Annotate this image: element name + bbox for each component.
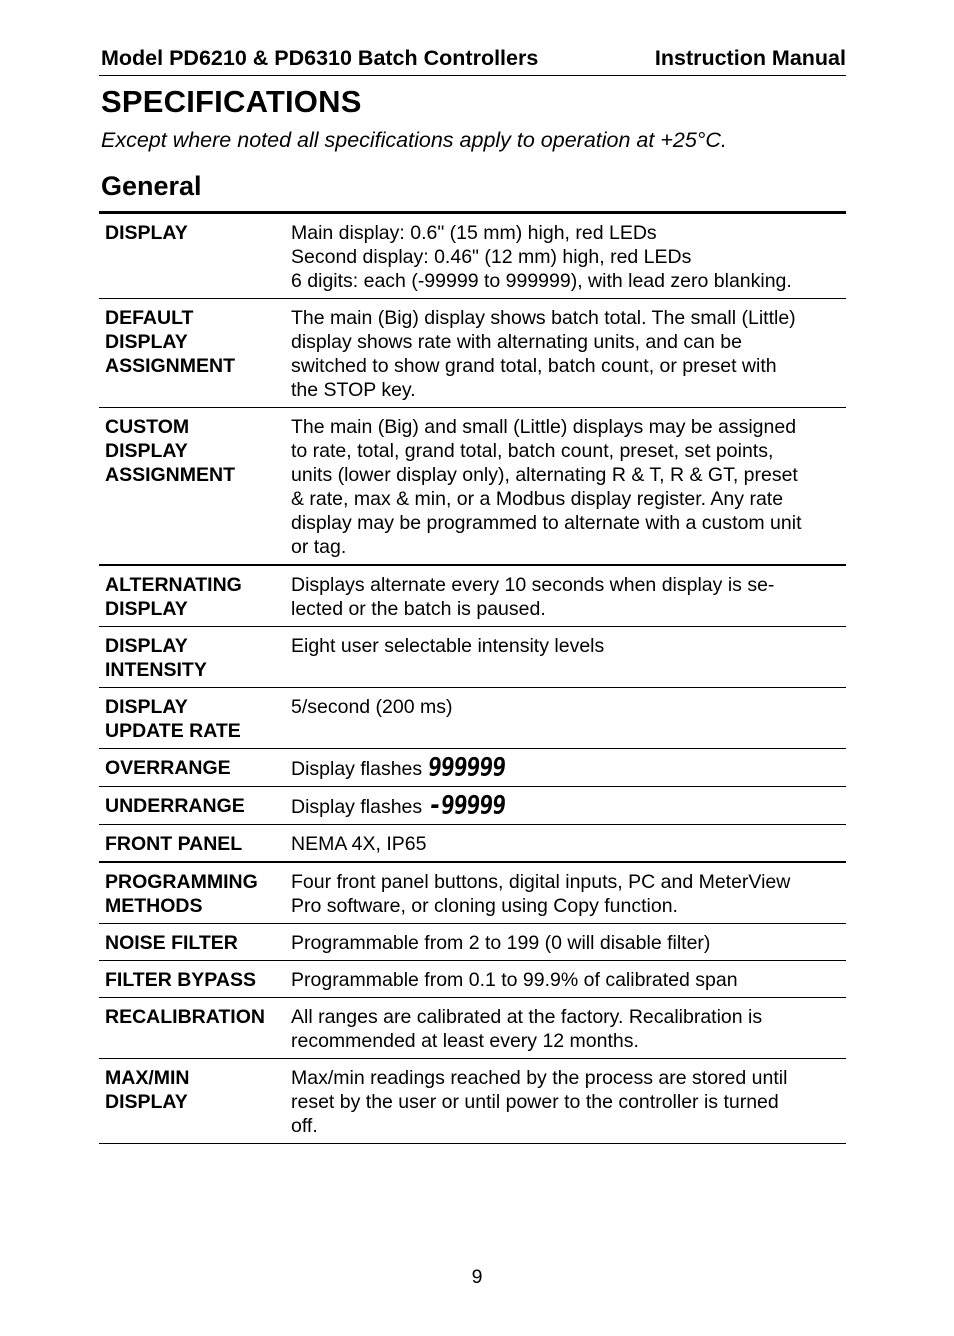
spec-value-text: display shows rate with alternating units, and can be [291,331,742,353]
spec-value-line [291,463,840,487]
spec-value-line [291,511,840,535]
spec-value-line [291,330,840,354]
spec-value-text: or tag. [291,536,347,558]
spec-value [285,214,846,299]
spec-value [285,627,846,688]
spec-value-line [291,439,840,463]
spec-row [99,565,846,627]
spec-table-body [99,214,846,1144]
spec-value-text: Programmable from 2 to 199 (0 will disable filter) [291,932,711,954]
spec-row [99,1059,846,1144]
spec-value [285,408,846,566]
spec-value-line [291,1090,840,1114]
spec-label-line: RECALIBRATION [105,1006,265,1028]
spec-row [99,627,846,688]
spec-value-text: Four front panel buttons, digital inputs, PC and MeterView [291,871,791,893]
spec-value-text: lected or the batch is paused. [291,598,546,620]
spec-value-text: the STOP key. [291,379,416,401]
spec-row [99,749,846,787]
spec-row [99,998,846,1059]
spec-row [99,862,846,924]
spec-value-line [291,1005,840,1029]
spec-value [285,1059,846,1144]
spec-value-line [291,791,840,821]
spec-value-line [291,573,840,597]
spec-value-text: off. [291,1115,318,1137]
spec-label-line: PROGRAMMING [105,871,258,893]
header-divider [99,75,846,76]
page-title: SPECIFICATIONS [101,84,362,119]
spec-label-line: DISPLAY [105,598,188,620]
spec-value-text: Max/min readings reached by the process are stored until [291,1067,788,1089]
page-number: 9 [471,1266,483,1288]
spec-row [99,924,846,961]
spec-value-text: units (lower display only), alternating R & T, R & GT, preset [291,464,798,486]
spec-value-line [291,378,840,402]
spec-value-text: Display flashes [291,758,423,780]
spec-value-text: The main (Big) and small (Little) displays may be assigned [291,416,797,438]
spec-label [99,408,285,566]
spec-label-line: DISPLAY [105,635,188,657]
spec-label-line: MAX/MIN [105,1067,190,1089]
spec-value-text: 6 digits: each (-99999 to 999999), with lead zero blanking. [291,270,792,292]
spec-row [99,825,846,863]
header-manual-label: Instruction Manual [654,46,846,70]
spec-value [285,787,846,825]
spec-value-text: display may be programmed to alternate with a custom unit [291,512,802,534]
spec-label-line: UNDERRANGE [105,795,245,817]
seven-segment-readout: -99999 [426,791,507,821]
spec-label [99,688,285,749]
spec-value-line [291,245,840,269]
spec-value-text: Second display: 0.46" (12 mm) high, red LEDs [291,246,692,268]
spec-label-line: DISPLAY [105,1091,188,1113]
spec-value-text: NEMA 4X, IP65 [291,833,427,855]
spec-value [285,961,846,998]
spec-label [99,825,285,863]
spec-row [99,688,846,749]
spec-value-line [291,894,840,918]
spec-label-line: DEFAULT [105,307,194,329]
running-header [101,46,846,71]
spec-value-text: Displays alternate every 10 seconds when display is se- [291,574,775,596]
spec-value [285,299,846,408]
spec-row [99,408,846,566]
spec-row [99,299,846,408]
spec-label-line: METHODS [105,895,203,917]
spec-label [99,299,285,408]
spec-value-line [291,306,840,330]
spec-label [99,749,285,787]
spec-value [285,825,846,863]
spec-label-line: NOISE FILTER [105,932,238,954]
spec-value-line [291,832,840,856]
spec-value-text: reset by the user or until power to the controller is turned [291,1091,779,1113]
spec-row [99,214,846,299]
spec-value [285,924,846,961]
spec-value-line [291,968,840,992]
spec-value-text: switched to show grand total, batch count, or preset with [291,355,777,377]
spec-label-line: ALTERNATING [105,574,242,596]
spec-value-line [291,931,840,955]
spec-value-text: Eight user selectable intensity levels [291,635,605,657]
spec-value-line [291,1066,840,1090]
spec-label [99,862,285,924]
spec-value [285,749,846,787]
spec-label [99,998,285,1059]
spec-label-line: ASSIGNMENT [105,464,236,486]
spec-value-line [291,597,840,621]
spec-table [99,214,846,1144]
spec-value-line [291,1114,840,1138]
spec-value [285,862,846,924]
spec-value-text: 5/second (200 ms) [291,696,453,718]
spec-value-text: Main display: 0.6" (15 mm) high, red LEDs [291,222,657,244]
spec-value [285,565,846,627]
spec-value-text: All ranges are calibrated at the factory. Recalibration is [291,1006,763,1028]
spec-label-line: FRONT PANEL [105,833,243,855]
spec-value-line [291,870,840,894]
spec-label [99,565,285,627]
spec-value-line [291,695,840,719]
spec-label [99,627,285,688]
spec-label-line: DISPLAY [105,440,188,462]
spec-value-line [291,415,840,439]
spec-value-line [291,1029,840,1053]
spec-value-line [291,487,840,511]
spec-value-line [291,634,840,658]
spec-value-text: Display flashes [291,796,423,818]
spec-label [99,214,285,299]
spec-label-line: CUSTOM [105,416,190,438]
spec-label-line: DISPLAY [105,331,188,353]
spec-value [285,688,846,749]
spec-value [285,998,846,1059]
spec-value-line [291,221,840,245]
seven-segment-readout: 999999 [426,753,507,783]
spec-value-line [291,269,840,293]
spec-value-text: to rate, total, grand total, batch count, preset, set points, [291,440,774,462]
spec-value-line [291,535,840,559]
spec-value-line [291,753,840,783]
spec-value-line [291,354,840,378]
spec-label-line: DISPLAY [105,696,188,718]
spec-value-text: The main (Big) display shows batch total. The small (Little) [291,307,796,329]
spec-value-text: Pro software, or cloning using Copy function. [291,895,678,917]
spec-value-text: Programmable from 0.1 to 99.9% of calibrated span [291,969,738,991]
spec-row [99,961,846,998]
spec-label [99,1059,285,1144]
spec-label-line: OVERRANGE [105,757,231,779]
page-subtitle: Except where noted all specifications apply to operation at +25°C. [101,128,727,152]
spec-row [99,787,846,825]
header-title: Model PD6210 & PD6310 Batch Controllers [101,46,539,70]
spec-label-line: FILTER BYPASS [105,969,256,991]
section-heading: General [101,171,202,201]
spec-label-line: DISPLAY [105,222,188,244]
spec-label [99,787,285,825]
spec-value-text: recommended at least every 12 months. [291,1030,639,1052]
spec-label-line: UPDATE RATE [105,720,241,742]
spec-label-line: ASSIGNMENT [105,355,236,377]
spec-label-line: INTENSITY [105,659,207,681]
spec-label [99,961,285,998]
spec-label [99,924,285,961]
spec-value-text: & rate, max & min, or a Modbus display register. Any rate [291,488,784,510]
